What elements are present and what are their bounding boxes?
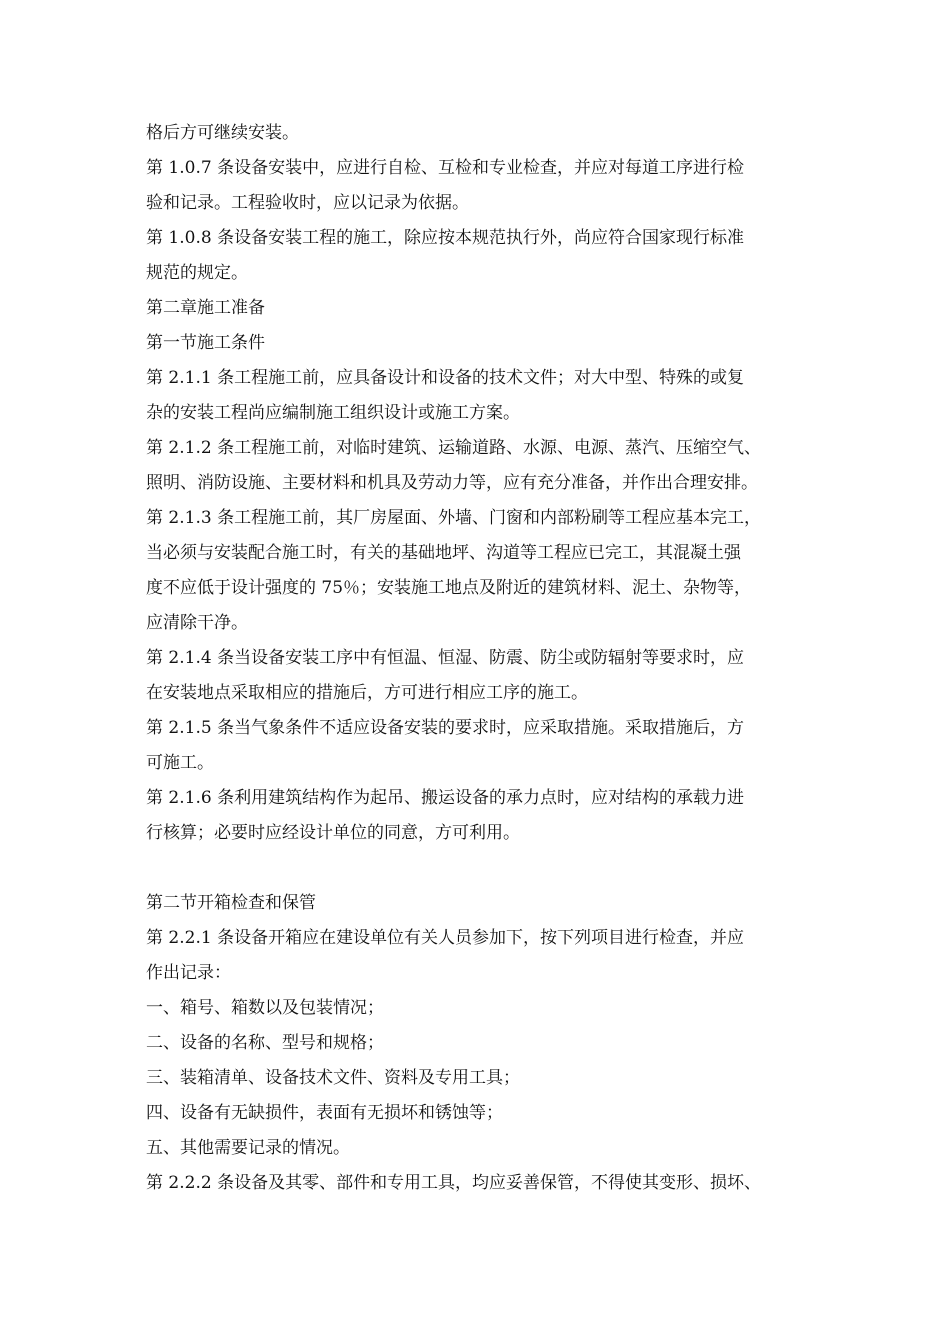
text-line: 度不应低于设计强度的 75％；安装施工地点及附近的建筑材料、泥土、杂物等， (146, 578, 752, 598)
list-item: 二、设备的名称、型号和规格； (146, 1033, 384, 1053)
list-item: 一、箱号、箱数以及包装情况； (146, 998, 384, 1018)
chapter-heading: 第二章施工准备 (146, 298, 265, 318)
text-line: 第 2.1.3 条工程施工前，其厂房屋面、外墙、门窗和内部粉刷等工程应基本完工， (146, 508, 762, 528)
text-line: 当必须与安装配合施工时，有关的基础地坪、沟道等工程应已完工，其混凝土强 (146, 543, 741, 563)
text-line: 第 2.1.6 条利用建筑结构作为起吊、搬运设备的承力点时，应对结构的承载力进 (146, 788, 745, 808)
text-line: 规范的规定。 (146, 263, 248, 283)
text-line: 第 2.1.4 条当设备安装工序中有恒温、恒湿、防震、防尘或防辐射等要求时，应 (146, 648, 745, 668)
text-line: 应清除干净。 (146, 613, 248, 633)
list-item: 三、装箱清单、设备技术文件、资料及专用工具； (146, 1068, 520, 1088)
text-line: 第 2.1.2 条工程施工前，对临时建筑、运输道路、水源、电源、蒸汽、压缩空气、 (146, 438, 762, 458)
text-line: 照明、消防设施、主要材料和机具及劳动力等，应有充分准备，并作出合理安排。 (146, 473, 758, 493)
text-line: 第 2.2.1 条设备开箱应在建设单位有关人员参加下，按下列项目进行检查，并应 (146, 928, 745, 948)
text-line: 第 1.0.7 条设备安装中，应进行自检、互检和专业检查，并应对每道工序进行检 (146, 158, 745, 178)
text-line: 杂的安装工程尚应编制施工组织设计或施工方案。 (146, 403, 520, 423)
list-item: 四、设备有无缺损件，表面有无损坏和锈蚀等； (146, 1103, 503, 1123)
text-line: 在安装地点采取相应的措施后，方可进行相应工序的施工。 (146, 683, 588, 703)
section-heading: 第一节施工条件 (146, 333, 265, 353)
list-item: 五、其他需要记录的情况。 (146, 1138, 350, 1158)
text-line: 验和记录。工程验收时，应以记录为依据。 (146, 193, 469, 213)
text-line: 第 2.1.1 条工程施工前，应具备设计和设备的技术文件；对大中型、特殊的或复 (146, 368, 745, 388)
text-line: 可施工。 (146, 753, 214, 773)
document-page (146, 116, 816, 1201)
paragraph-gap (146, 851, 816, 886)
text-line: 格后方可继续安装。 (146, 123, 299, 143)
text-line: 第 2.2.2 条设备及其零、部件和专用工具，均应妥善保管，不得使其变形、损坏、 (146, 1173, 762, 1193)
text-line: 第 1.0.8 条设备安装工程的施工，除应按本规范执行外，尚应符合国家现行标准 (146, 228, 745, 248)
section-heading: 第二节开箱检查和保管 (146, 893, 316, 913)
text-line: 行核算；必要时应经设计单位的同意，方可利用。 (146, 823, 520, 843)
text-line: 第 2.1.5 条当气象条件不适应设备安装的要求时，应采取措施。采取措施后，方 (146, 718, 745, 738)
text-line: 作出记录： (146, 963, 231, 983)
